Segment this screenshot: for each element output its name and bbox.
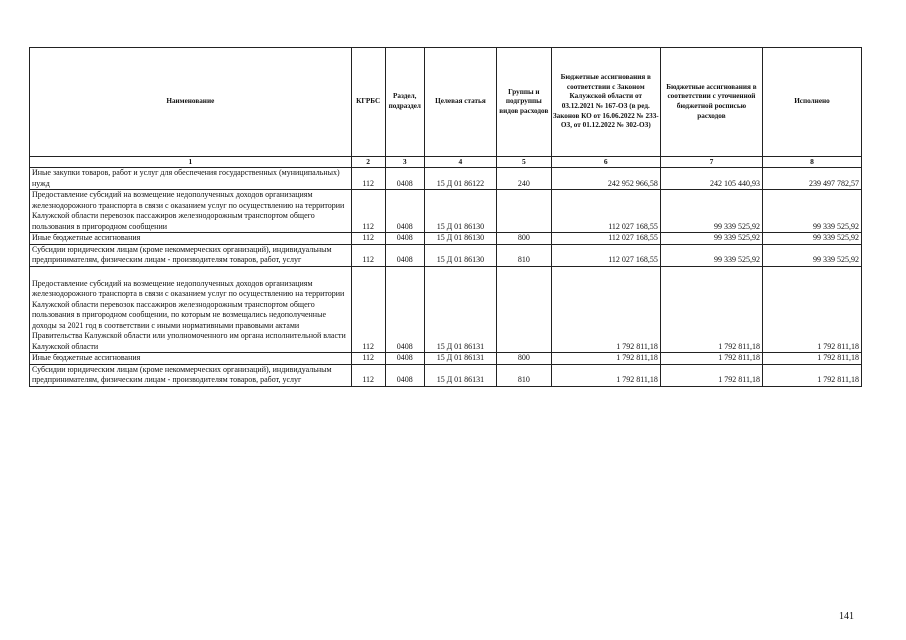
row-executed-amount: 1 792 811,18 — [762, 266, 861, 353]
header-expense-group: Группы и подгруппы видов расходов — [497, 48, 552, 157]
row-section: 0408 — [385, 364, 424, 386]
row-executed-amount: 99 339 525,92 — [762, 190, 861, 233]
table-row — [30, 233, 862, 245]
row-expense-group: 800 — [497, 233, 552, 245]
row-law-amount: 112 027 168,55 — [551, 190, 660, 233]
header-target-article: Целевая статья — [424, 48, 496, 157]
row-name: Предоставление субсидий на возмещение недополученных доходов организациям железнодорожного транспорта в связи с оказанием услуг по осуществлению на территории Калужской области перевозок пассажиров железнодорожным транспортом общего пользования в пригородном сообщении, по которым не возмещались недополученные доходы за 2021 год в соответствии с иными нормативными правовыми актами Правительства Калужской области или уполномоченного им органа исполнительной власти Калужской области — [30, 266, 352, 353]
row-expense-group: 240 — [497, 168, 552, 190]
header-executed: Исполнено — [762, 48, 861, 157]
row-refined-amount: 99 339 525,92 — [660, 233, 762, 245]
row-section: 0408 — [385, 190, 424, 233]
page-number: 141 — [839, 611, 854, 622]
row-target-article: 15 Д 01 86131 — [424, 266, 496, 353]
row-kgrbs: 112 — [351, 190, 385, 233]
table-row — [30, 364, 862, 386]
row-expense-group: 810 — [497, 244, 552, 266]
table-row — [30, 190, 862, 233]
row-expense-group: 810 — [497, 364, 552, 386]
row-refined-amount: 1 792 811,18 — [660, 364, 762, 386]
row-executed-amount: 239 497 782,57 — [762, 168, 861, 190]
row-refined-amount: 99 339 525,92 — [660, 190, 762, 233]
row-kgrbs: 112 — [351, 364, 385, 386]
column-number: 3 — [385, 157, 424, 168]
row-section: 0408 — [385, 266, 424, 353]
row-target-article: 15 Д 01 86122 — [424, 168, 496, 190]
table-row — [30, 168, 862, 190]
header-refined-allocations: Бюджетные ассигнования в соответствии с уточненной бюджетной росписью расходов — [660, 48, 762, 157]
column-number: 5 — [497, 157, 552, 168]
row-section: 0408 — [385, 233, 424, 245]
header-kgrbs: КГРБС — [351, 48, 385, 157]
row-law-amount: 112 027 168,55 — [551, 233, 660, 245]
row-expense-group — [497, 190, 552, 233]
row-name: Субсидии юридическим лицам (кроме некоммерческих организаций), индивидуальным предпринимателям, физическим лицам - производителям товаров, работ, услуг — [30, 244, 352, 266]
column-number: 2 — [351, 157, 385, 168]
row-executed-amount: 99 339 525,92 — [762, 233, 861, 245]
header-name: Наименование — [30, 48, 352, 157]
column-number: 7 — [660, 157, 762, 168]
row-expense-group — [497, 266, 552, 353]
column-number: 8 — [762, 157, 861, 168]
column-number: 6 — [551, 157, 660, 168]
table-row — [30, 244, 862, 266]
header-row — [30, 48, 862, 157]
row-kgrbs: 112 — [351, 244, 385, 266]
row-kgrbs: 112 — [351, 168, 385, 190]
row-section: 0408 — [385, 168, 424, 190]
budget-execution-table — [29, 47, 862, 387]
row-target-article: 15 Д 01 86131 — [424, 353, 496, 365]
row-kgrbs: 112 — [351, 353, 385, 365]
row-target-article: 15 Д 01 86130 — [424, 244, 496, 266]
row-law-amount: 1 792 811,18 — [551, 266, 660, 353]
row-name: Иные бюджетные ассигнования — [30, 353, 352, 365]
row-target-article: 15 Д 01 86131 — [424, 364, 496, 386]
row-expense-group: 800 — [497, 353, 552, 365]
header-section: Раздел, подраздел — [385, 48, 424, 157]
row-name: Иные закупки товаров, работ и услуг для обеспечения государственных (муниципальных) нужд — [30, 168, 352, 190]
row-law-amount: 112 027 168,55 — [551, 244, 660, 266]
header-law-allocations: Бюджетные ассигнования в соответствии с Законом Калужской области от 03.12.2021 № 167-ОЗ (в ред. Законов КО от 16.06.2022 № 233-ОЗ, от 01.12.2022 № 302-ОЗ) — [551, 48, 660, 157]
column-number: 4 — [424, 157, 496, 168]
table-row — [30, 353, 862, 365]
row-law-amount: 1 792 811,18 — [551, 364, 660, 386]
table-row — [30, 266, 862, 353]
row-name: Иные бюджетные ассигнования — [30, 233, 352, 245]
row-section: 0408 — [385, 244, 424, 266]
row-executed-amount: 99 339 525,92 — [762, 244, 861, 266]
column-number-row — [30, 157, 862, 168]
row-refined-amount: 1 792 811,18 — [660, 353, 762, 365]
column-number: 1 — [30, 157, 352, 168]
row-target-article: 15 Д 01 86130 — [424, 233, 496, 245]
row-name: Субсидии юридическим лицам (кроме некоммерческих организаций), индивидуальным предпринимателям, физическим лицам - производителям товаров, работ, услуг — [30, 364, 352, 386]
row-kgrbs: 112 — [351, 233, 385, 245]
row-refined-amount: 99 339 525,92 — [660, 244, 762, 266]
row-law-amount: 242 952 966,58 — [551, 168, 660, 190]
row-executed-amount: 1 792 811,18 — [762, 353, 861, 365]
row-target-article: 15 Д 01 86130 — [424, 190, 496, 233]
row-executed-amount: 1 792 811,18 — [762, 364, 861, 386]
row-law-amount: 1 792 811,18 — [551, 353, 660, 365]
row-name: Предоставление субсидий на возмещение недополученных доходов организациям железнодорожного транспорта в связи с оказанием услуг по осуществлению на территории Калужской области перевозок пассажиров железнодорожным транспортом общего пользования в пригородном сообщении — [30, 190, 352, 233]
row-refined-amount: 1 792 811,18 — [660, 266, 762, 353]
row-refined-amount: 242 105 440,93 — [660, 168, 762, 190]
row-section: 0408 — [385, 353, 424, 365]
row-kgrbs: 112 — [351, 266, 385, 353]
